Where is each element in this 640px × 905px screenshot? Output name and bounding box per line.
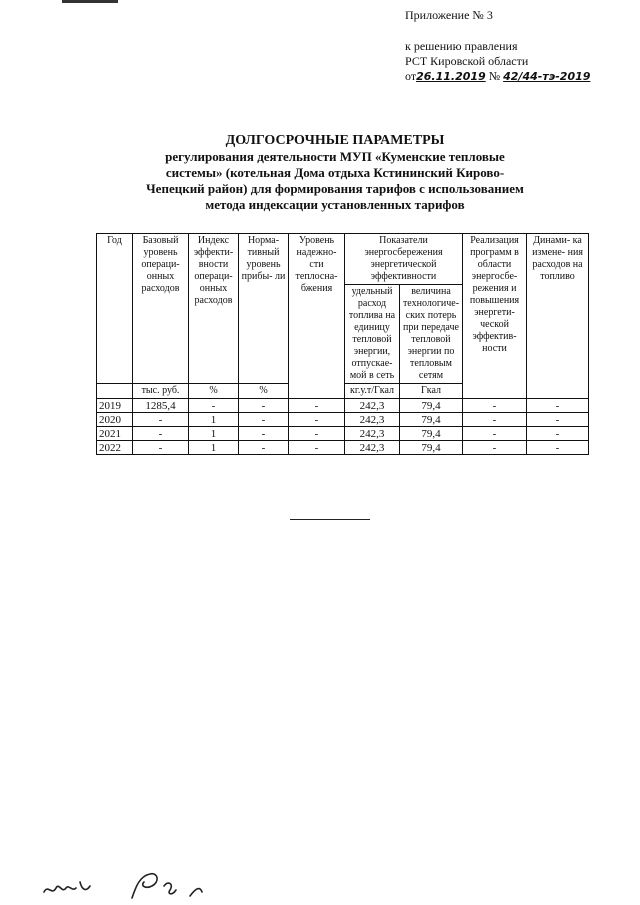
cell-index: 1 — [189, 441, 239, 455]
cell-reliability: - — [289, 441, 345, 455]
header-energy-group: Показатели энергосбережения энергетической эффективности — [345, 234, 463, 285]
cell-losses: 79,4 — [400, 441, 463, 455]
title-line-2: регулирования деятельности МУП «Куменские тепловые — [165, 149, 505, 164]
cell-fuel: 242,3 — [345, 427, 400, 441]
cell-programs: - — [463, 427, 527, 441]
cell-dynamics: - — [527, 441, 589, 455]
cell-fuel: 242,3 — [345, 441, 400, 455]
cell-programs: - — [463, 441, 527, 455]
appendix-line-2: РСТ Кировской области — [405, 54, 529, 68]
separator-line — [290, 519, 370, 520]
cell-year: 2019 — [97, 399, 133, 413]
cell-losses: 79,4 — [400, 413, 463, 427]
cell-base: - — [133, 413, 189, 427]
header-base-level: Базовый уровень операци- онных расходов — [133, 234, 189, 384]
table-row — [97, 413, 589, 427]
cell-base: 1285,4 — [133, 399, 189, 413]
appendix-date-line — [405, 69, 625, 84]
cell-base: - — [133, 427, 189, 441]
cell-losses: 79,4 — [400, 399, 463, 413]
unit-index: % — [189, 384, 239, 399]
header-losses: величина технологиче- ских потерь при передаче тепловой энергии по тепловым сетям — [400, 285, 463, 384]
cell-reliability: - — [289, 427, 345, 441]
header-programs: Реализация программ в области энергосбе- режения и повышения энергети- ческой эффектив- ности — [463, 234, 527, 399]
cell-dynamics: - — [527, 427, 589, 441]
date-prefix: от — [405, 69, 417, 83]
cell-dynamics: - — [527, 413, 589, 427]
cell-reliability: - — [289, 413, 345, 427]
table-row — [97, 441, 589, 455]
header-year: Год — [97, 234, 133, 384]
cell-losses: 79,4 — [400, 427, 463, 441]
cell-year: 2021 — [97, 427, 133, 441]
cell-year: 2022 — [97, 441, 133, 455]
table-row — [97, 399, 589, 413]
unit-fuel: кг.у.т/Гкал — [345, 384, 400, 399]
header-profit-level: Норма- тивный уровень прибы- ли — [239, 234, 289, 384]
header-fuel-consumption: удельный расход топлива на единицу тепловой энергии, отпускае- мой в сеть — [345, 285, 400, 384]
title-line-5: метода индексации установленных тарифов — [205, 197, 465, 212]
title-line-1: ДОЛГОСРОЧНЫЕ ПАРАМЕТРЫ — [225, 133, 445, 148]
cell-dynamics: - — [527, 399, 589, 413]
number-prefix: № — [488, 69, 501, 83]
cell-fuel: 242,3 — [345, 413, 400, 427]
appendix-number: Приложение № 3 — [405, 8, 493, 22]
unit-year — [97, 384, 133, 399]
cell-reliability: - — [289, 399, 345, 413]
cell-index: 1 — [189, 413, 239, 427]
cell-index: 1 — [189, 427, 239, 441]
cell-profit: - — [239, 413, 289, 427]
unit-losses: Гкал — [400, 384, 463, 399]
cell-programs: - — [463, 413, 527, 427]
header-efficiency-index: Индекс эффекти- вности операци- онных расходов — [189, 234, 239, 384]
handwritten-date: 26.11.2019 — [416, 70, 486, 83]
appendix-block — [405, 8, 625, 84]
header-row-1 — [97, 234, 589, 285]
handwritten-signature — [40, 862, 240, 902]
cell-fuel: 242,3 — [345, 399, 400, 413]
parameters-table — [96, 233, 589, 455]
header-fuel-dynamics: Динами- ка измене- ния расходов на топливо — [527, 234, 589, 399]
cell-profit: - — [239, 441, 289, 455]
cell-year: 2020 — [97, 413, 133, 427]
cell-index: - — [189, 399, 239, 413]
title-line-4: Чепецкий район) для формирования тарифов с использованием — [146, 181, 524, 196]
cell-profit: - — [239, 399, 289, 413]
header-reliability: Уровень надежно- сти теплосна- бжения — [289, 234, 345, 399]
scan-edge-mark — [62, 0, 118, 3]
handwritten-doc-number: 42/44-тэ-2019 — [503, 70, 591, 83]
title-line-3: системы» (котельная Дома отдыха Кстининский Кирово- — [165, 165, 505, 180]
cell-profit: - — [239, 427, 289, 441]
appendix-line-1: к решению правления — [405, 39, 518, 53]
cell-programs: - — [463, 399, 527, 413]
unit-profit: % — [239, 384, 289, 399]
table-row — [97, 427, 589, 441]
cell-base: - — [133, 441, 189, 455]
document-title — [60, 133, 610, 213]
unit-base: тыс. руб. — [133, 384, 189, 399]
